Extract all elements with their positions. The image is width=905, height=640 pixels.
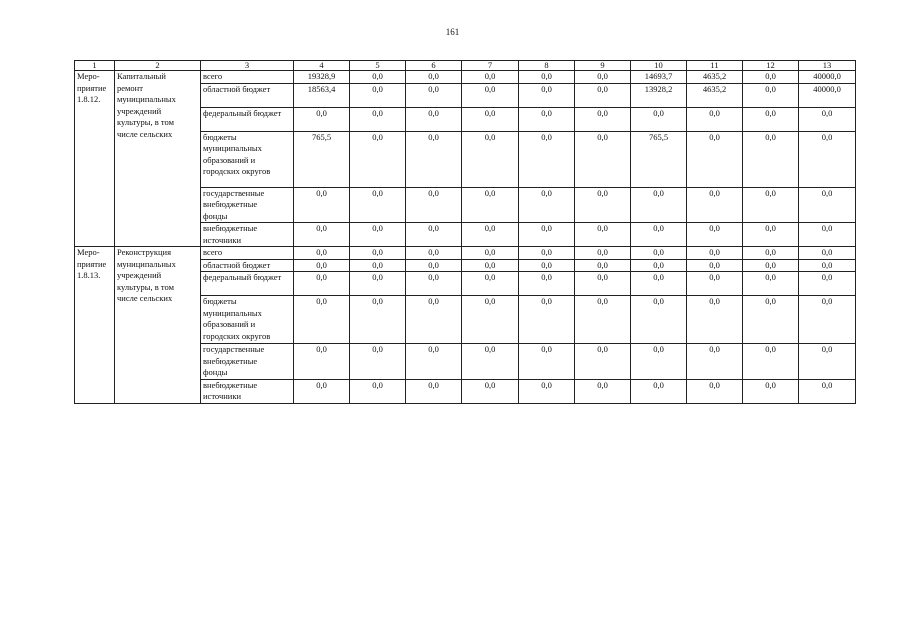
funding-source: государственные внебюджетные фонды	[201, 187, 294, 223]
value-cell-col-6: 0,0	[406, 223, 462, 247]
value-cell-col-13: 40000,0	[799, 83, 856, 107]
value-cell-col-6: 0,0	[406, 379, 462, 403]
value-cell-col-9: 0,0	[575, 187, 631, 223]
value-cell-col-8: 0,0	[519, 223, 575, 247]
value-cell-col-13: 0,0	[799, 296, 856, 344]
table-row	[75, 247, 856, 260]
value-cell-col-6: 0,0	[406, 344, 462, 380]
column-header-8: 8	[519, 61, 575, 71]
value-cell-col-7: 0,0	[462, 131, 519, 187]
value-cell-col-13: 0,0	[799, 247, 856, 260]
column-header-7: 7	[462, 61, 519, 71]
funding-source: всего	[201, 71, 294, 84]
column-header-9: 9	[575, 61, 631, 71]
value-cell-col-9: 0,0	[575, 131, 631, 187]
table-row	[75, 71, 856, 84]
value-cell-col-4: 0,0	[294, 259, 350, 272]
value-cell-col-4: 0,0	[294, 187, 350, 223]
value-cell-col-9: 0,0	[575, 83, 631, 107]
value-cell-col-5: 0,0	[350, 223, 406, 247]
value-cell-col-4: 0,0	[294, 272, 350, 296]
measure-name: Капитальный ремонт муниципальных учреждений культуры, в том числе сельских	[115, 71, 201, 247]
value-cell-col-12: 0,0	[743, 131, 799, 187]
column-header-5: 5	[350, 61, 406, 71]
column-header-2: 2	[115, 61, 201, 71]
funding-source: областной бюджет	[201, 83, 294, 107]
table-body	[75, 71, 856, 404]
value-cell-col-8: 0,0	[519, 379, 575, 403]
value-cell-col-13: 0,0	[799, 344, 856, 380]
value-cell-col-7: 0,0	[462, 71, 519, 84]
value-cell-col-8: 0,0	[519, 272, 575, 296]
value-cell-col-5: 0,0	[350, 187, 406, 223]
value-cell-col-8: 0,0	[519, 344, 575, 380]
value-cell-col-5: 0,0	[350, 131, 406, 187]
value-cell-col-6: 0,0	[406, 131, 462, 187]
value-cell-col-9: 0,0	[575, 379, 631, 403]
value-cell-col-12: 0,0	[743, 83, 799, 107]
value-cell-col-13: 0,0	[799, 379, 856, 403]
value-cell-col-11: 0,0	[687, 344, 743, 380]
value-cell-col-11: 0,0	[687, 296, 743, 344]
value-cell-col-4: 0,0	[294, 107, 350, 131]
measure-name: Реконструкция муниципальных учреждений культуры, в том числе сельских	[115, 247, 201, 404]
value-cell-col-12: 0,0	[743, 259, 799, 272]
value-cell-col-8: 0,0	[519, 187, 575, 223]
value-cell-col-5: 0,0	[350, 247, 406, 260]
value-cell-col-10: 13928,2	[631, 83, 687, 107]
value-cell-col-10: 0,0	[631, 247, 687, 260]
value-cell-col-13: 0,0	[799, 187, 856, 223]
value-cell-col-6: 0,0	[406, 187, 462, 223]
value-cell-col-7: 0,0	[462, 296, 519, 344]
value-cell-col-8: 0,0	[519, 247, 575, 260]
value-cell-col-10: 0,0	[631, 379, 687, 403]
value-cell-col-13: 0,0	[799, 272, 856, 296]
value-cell-col-6: 0,0	[406, 107, 462, 131]
value-cell-col-11: 0,0	[687, 131, 743, 187]
funding-source: всего	[201, 247, 294, 260]
value-cell-col-12: 0,0	[743, 344, 799, 380]
column-header-13: 13	[799, 61, 856, 71]
value-cell-col-12: 0,0	[743, 71, 799, 84]
value-cell-col-7: 0,0	[462, 259, 519, 272]
funding-source: внебюджетные источники	[201, 379, 294, 403]
value-cell-col-9: 0,0	[575, 272, 631, 296]
value-cell-col-9: 0,0	[575, 71, 631, 84]
value-cell-col-7: 0,0	[462, 379, 519, 403]
value-cell-col-5: 0,0	[350, 107, 406, 131]
value-cell-col-12: 0,0	[743, 296, 799, 344]
value-cell-col-7: 0,0	[462, 83, 519, 107]
value-cell-col-7: 0,0	[462, 247, 519, 260]
value-cell-col-13: 0,0	[799, 131, 856, 187]
value-cell-col-5: 0,0	[350, 296, 406, 344]
value-cell-col-11: 0,0	[687, 259, 743, 272]
value-cell-col-5: 0,0	[350, 259, 406, 272]
funding-source: бюджеты муниципальных образований и городских округов	[201, 296, 294, 344]
measure-id: Меро- приятие 1.8.12.	[75, 71, 115, 247]
value-cell-col-4: 18563,4	[294, 83, 350, 107]
value-cell-col-6: 0,0	[406, 247, 462, 260]
column-header-11: 11	[687, 61, 743, 71]
value-cell-col-7: 0,0	[462, 344, 519, 380]
value-cell-col-4: 0,0	[294, 247, 350, 260]
value-cell-col-11: 4635,2	[687, 83, 743, 107]
value-cell-col-9: 0,0	[575, 296, 631, 344]
value-cell-col-9: 0,0	[575, 344, 631, 380]
value-cell-col-10: 14693,7	[631, 71, 687, 84]
value-cell-col-13: 0,0	[799, 259, 856, 272]
value-cell-col-8: 0,0	[519, 131, 575, 187]
value-cell-col-7: 0,0	[462, 187, 519, 223]
value-cell-col-10: 0,0	[631, 344, 687, 380]
value-cell-col-12: 0,0	[743, 187, 799, 223]
column-header-1: 1	[75, 61, 115, 71]
value-cell-col-10: 0,0	[631, 187, 687, 223]
value-cell-col-6: 0,0	[406, 296, 462, 344]
value-cell-col-12: 0,0	[743, 247, 799, 260]
value-cell-col-5: 0,0	[350, 71, 406, 84]
value-cell-col-13: 0,0	[799, 107, 856, 131]
value-cell-col-9: 0,0	[575, 107, 631, 131]
value-cell-col-5: 0,0	[350, 379, 406, 403]
value-cell-col-12: 0,0	[743, 272, 799, 296]
column-header-12: 12	[743, 61, 799, 71]
value-cell-col-10: 765,5	[631, 131, 687, 187]
funding-source: областной бюджет	[201, 259, 294, 272]
page-number: 161	[445, 27, 460, 37]
header-row	[75, 61, 856, 71]
value-cell-col-10: 0,0	[631, 296, 687, 344]
value-cell-col-13: 40000,0	[799, 71, 856, 84]
funding-source: внебюджетные источники	[201, 223, 294, 247]
measure-id: Меро- приятие 1.8.13.	[75, 247, 115, 404]
value-cell-col-5: 0,0	[350, 83, 406, 107]
column-header-10: 10	[631, 61, 687, 71]
value-cell-col-11: 0,0	[687, 223, 743, 247]
value-cell-col-9: 0,0	[575, 259, 631, 272]
value-cell-col-6: 0,0	[406, 83, 462, 107]
value-cell-col-11: 0,0	[687, 272, 743, 296]
value-cell-col-6: 0,0	[406, 259, 462, 272]
value-cell-col-12: 0,0	[743, 223, 799, 247]
value-cell-col-4: 0,0	[294, 296, 350, 344]
value-cell-col-4: 0,0	[294, 223, 350, 247]
column-header-4: 4	[294, 61, 350, 71]
value-cell-col-7: 0,0	[462, 107, 519, 131]
value-cell-col-8: 0,0	[519, 259, 575, 272]
value-cell-col-9: 0,0	[575, 247, 631, 260]
value-cell-col-11: 4635,2	[687, 71, 743, 84]
funding-source: федеральный бюджет	[201, 107, 294, 131]
value-cell-col-6: 0,0	[406, 71, 462, 84]
value-cell-col-4: 0,0	[294, 344, 350, 380]
value-cell-col-5: 0,0	[350, 344, 406, 380]
value-cell-col-4: 19328,9	[294, 71, 350, 84]
funding-source: бюджеты муниципальных образований и городских округов	[201, 131, 294, 187]
value-cell-col-4: 0,0	[294, 379, 350, 403]
value-cell-col-10: 0,0	[631, 272, 687, 296]
value-cell-col-8: 0,0	[519, 296, 575, 344]
value-cell-col-11: 0,0	[687, 379, 743, 403]
value-cell-col-11: 0,0	[687, 247, 743, 260]
value-cell-col-12: 0,0	[743, 379, 799, 403]
value-cell-col-11: 0,0	[687, 187, 743, 223]
value-cell-col-9: 0,0	[575, 223, 631, 247]
value-cell-col-8: 0,0	[519, 107, 575, 131]
value-cell-col-11: 0,0	[687, 107, 743, 131]
value-cell-col-8: 0,0	[519, 83, 575, 107]
column-header-6: 6	[406, 61, 462, 71]
value-cell-col-10: 0,0	[631, 107, 687, 131]
value-cell-col-5: 0,0	[350, 272, 406, 296]
value-cell-col-13: 0,0	[799, 223, 856, 247]
value-cell-col-12: 0,0	[743, 107, 799, 131]
value-cell-col-7: 0,0	[462, 272, 519, 296]
value-cell-col-10: 0,0	[631, 223, 687, 247]
column-header-3: 3	[201, 61, 294, 71]
value-cell-col-7: 0,0	[462, 223, 519, 247]
value-cell-col-4: 765,5	[294, 131, 350, 187]
budget-table	[74, 60, 856, 404]
value-cell-col-10: 0,0	[631, 259, 687, 272]
value-cell-col-6: 0,0	[406, 272, 462, 296]
funding-source: федеральный бюджет	[201, 272, 294, 296]
value-cell-col-8: 0,0	[519, 71, 575, 84]
funding-source: государственные внебюджетные фонды	[201, 344, 294, 380]
